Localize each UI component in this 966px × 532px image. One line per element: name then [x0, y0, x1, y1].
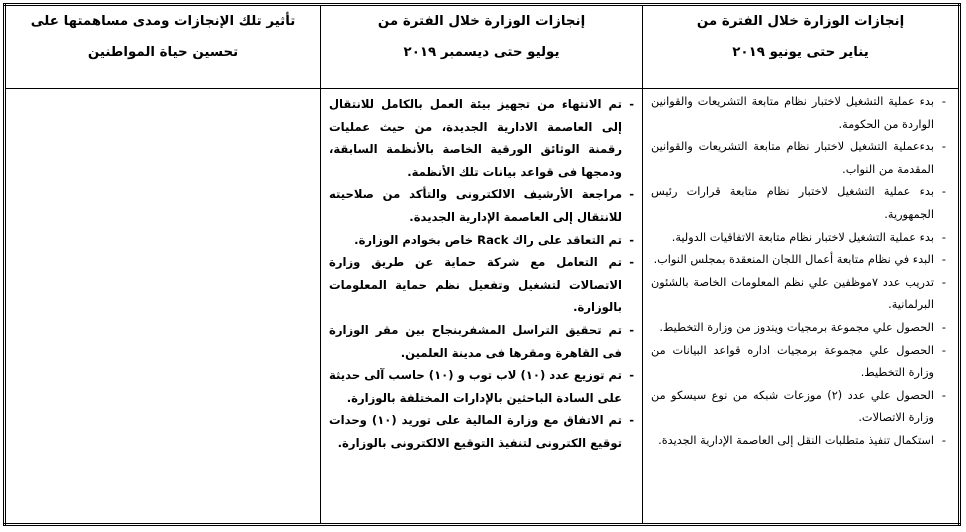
list-item-text: الحصول علي عدد (٢) موزعات شبكه من نوع سيسكو من وزارة الاتصالات. — [651, 388, 934, 425]
list-item — [651, 317, 946, 340]
header-jan-jun-2019 — [643, 5, 960, 89]
bullet-dash: - — [629, 255, 634, 270]
list-item-text: تم الاتفاق مع وزارة المالية على توريد (١٠) وحدات توقيع الكترونى لتنفيذ التوقيع الالكترونى بالوزارة. — [329, 413, 623, 450]
header-citizen-impact — [5, 5, 321, 89]
bullet-dash: - — [941, 343, 946, 357]
cell-jan-jun-achievements — [643, 89, 960, 525]
bullet-dash: - — [629, 97, 634, 111]
list-item — [329, 319, 634, 364]
list-item-text: تم التعاقد على راك Rack خاص بخوادم الوزارة. — [354, 232, 622, 247]
list-item — [651, 272, 946, 317]
list-item — [651, 430, 946, 453]
bullet-dash: - — [941, 388, 946, 402]
header-jul-dec-2019 — [321, 5, 643, 89]
list-item — [651, 385, 946, 430]
bullet-dash: - — [941, 433, 946, 447]
list-item-text: تدريب عدد ٧موظفين علي نظم المعلومات الخاصة بالشئون البرلمانية. — [651, 275, 934, 312]
bullet-dash: - — [941, 185, 946, 199]
bullet-dash: - — [941, 140, 946, 154]
bullet-dash: - — [629, 322, 634, 337]
bullet-dash: - — [629, 232, 634, 247]
bullet-dash: - — [629, 368, 634, 383]
header-impact-line1: تأثير تلك الإنجازات ومدى مساهمتها على — [30, 14, 296, 29]
list-item-text: بدء عملية التشغيل لاختبار نظام متابعة قرارات رئيس الجمهورية. — [651, 185, 934, 221]
cell-citizen-impact — [5, 89, 321, 525]
list-item — [651, 136, 946, 181]
bullet-dash: - — [629, 187, 634, 202]
list-item — [651, 91, 946, 136]
jul-dec-achievement-list — [321, 89, 642, 455]
bullet-dash: - — [941, 95, 946, 108]
header-row — [5, 5, 960, 89]
list-item — [329, 229, 634, 252]
list-item — [329, 183, 634, 228]
jan-jun-achievement-list — [643, 89, 958, 453]
list-item-text: تم الانتهاء من تجهيز بيئة العمل بالكامل للانتقال إلى العاصمة الادارية الجديدة، من حيث عمليات رقمنة الوثائق الورقية الخاصة بالأنظمة السابقة، ودمجها فى قواعد بيانات تلك الأنظمة. — [329, 97, 622, 179]
list-item — [651, 227, 946, 250]
list-item — [651, 249, 946, 272]
bullet-dash: - — [941, 230, 946, 244]
list-item-text: استكمال تنفيذ متطلبات النقل إلى العاصمة الإدارية الجديدة. — [658, 433, 934, 447]
bullet-dash: - — [941, 253, 946, 267]
header-jan-jun-line1: إنجازات الوزارة خلال الفترة من — [696, 14, 905, 29]
bullet-dash: - — [629, 413, 634, 428]
list-item-text: تم توزيع عدد (١٠) لاب توب و (١٠) حاسب آلى حديثة على السادة الباحثين بالإدارات المختلفة بالوزارة. — [329, 368, 622, 405]
body-row — [5, 89, 960, 525]
list-item-text: بدءعملية التشغيل لاختبار نظام متابعة التشريعات والقوانين المقدمة من النواب. — [651, 140, 934, 176]
list-item — [329, 251, 634, 319]
list-item-text: البدء في نظام متابعة أعمال اللجان المنعقدة بمجلس النواب. — [653, 253, 934, 267]
header-jul-dec-line1: إنجازات الوزارة خلال الفترة من — [377, 14, 586, 29]
header-jan-jun-line2: يناير حتى يونيو ٢٠١٩ — [732, 45, 869, 60]
list-item — [651, 340, 946, 385]
list-item-text: تم تحقيق التراسل المشفربنجاح بين مقر الوزارة فى القاهرة ومقرها فى مدينة العلمين. — [329, 322, 622, 360]
list-item — [329, 409, 634, 454]
list-item-text: الحصول علي مجموعة برمجيات ويندوز من وزارة التخطيط. — [659, 320, 934, 334]
list-item-text: مراجعة الأرشيف الالكترونى والتأكد من صلاحيته للانتقال إلى العاصمة الإدارية الجديدة. — [329, 187, 622, 224]
list-item-text: بدء عملية التشغيل لاختبار نظام متابعة التشريعات والقوانين الواردة من الحكومة. — [651, 95, 934, 131]
list-item-text: الحصول علي مجموعة برمجيات اداره قواعد البيانات من وزارة التخطيط. — [651, 343, 934, 380]
header-impact-line2: تحسين حياة المواطنين — [87, 45, 239, 60]
achievements-table — [3, 3, 961, 526]
header-jul-dec-line2: يوليو حتى ديسمبر ٢٠١٩ — [403, 45, 560, 60]
bullet-dash: - — [941, 275, 946, 289]
list-item — [329, 93, 634, 183]
bullet-dash: - — [941, 320, 946, 334]
list-item — [329, 364, 634, 409]
list-item-text: بدء عملية التشغيل لاختبار نظام متابعة الاتفاقيات الدولية. — [671, 230, 934, 244]
list-item-text: تم التعامل مع شركة حماية عن طريق وزارة الاتصالات لتشغيل وتفعيل نظم حماية المعلومات بالوزارة. — [329, 255, 622, 315]
cell-jul-dec-achievements — [321, 89, 643, 525]
list-item — [651, 181, 946, 226]
